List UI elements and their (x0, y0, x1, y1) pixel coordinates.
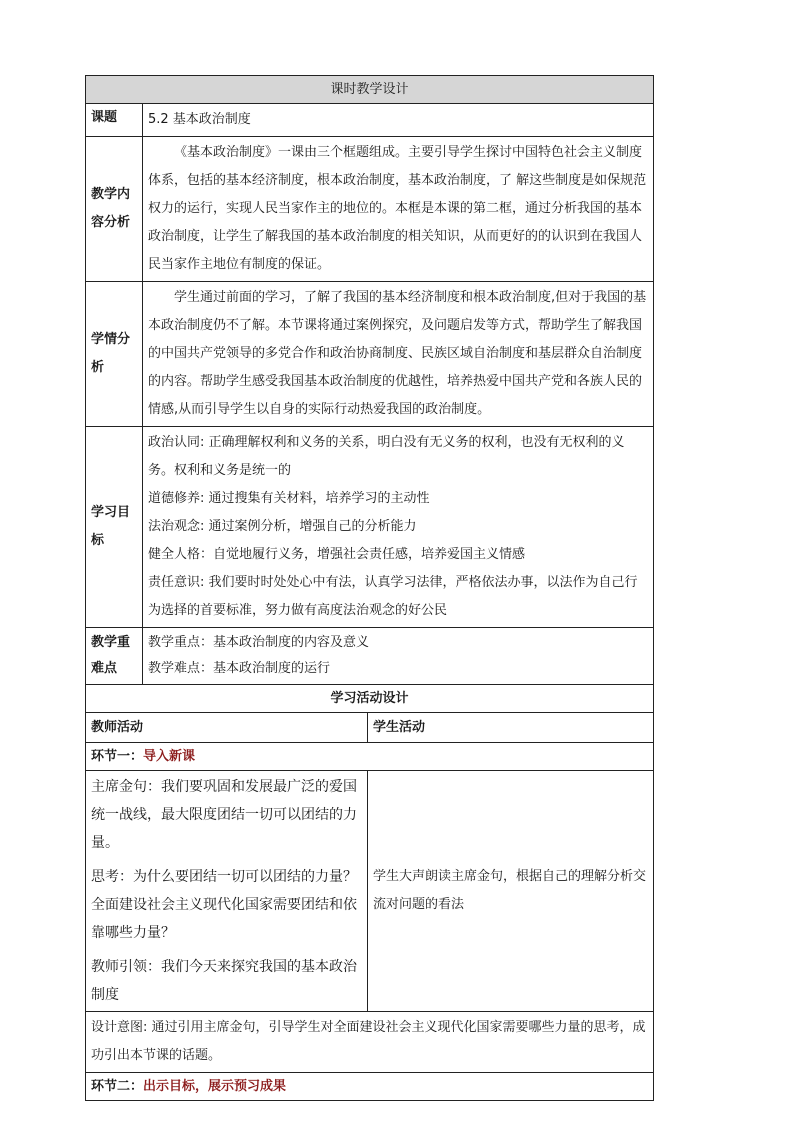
step1-row (86, 743, 654, 771)
activity-columns-row (86, 713, 654, 743)
step1-activity-row (86, 771, 654, 1012)
key-points-label-line1: 教学重 (91, 635, 131, 650)
objectives-label-cell (86, 427, 143, 628)
objectives-label-line2: 标 (91, 533, 105, 548)
topic-row (86, 104, 654, 137)
key-points-row (86, 628, 654, 685)
page-title: 课时教学设计 (86, 76, 654, 104)
topic-label-cell (86, 104, 143, 137)
objectives-label-line1: 学习目 (91, 505, 131, 520)
student-analysis-label-cell (86, 282, 143, 427)
objective-sound-personality: 健全人格：自觉地履行义务，增强社会责任感，培养爱国主义情感 (148, 547, 526, 562)
content-analysis-text: 《基本政治制度》一课由三个框题组成。主要引导学生探讨中国特色社会主义制度体系，包括的基本经济制度，根本政治制度，基本政治制度，了 解这些制度是如保规范权力的运行，实现人民当家作主的地位的。本框是本课的第二框，通过分析我国的基本政治制度，让学生了解我国的基本政治制度的相关知识，从而更好的的认识到在我国人民当家作主地位有制度的保证。 (143, 137, 654, 282)
design-intent-text: 设计意图: 通过引用主席金句，引导学生对全面建设社会主义现代化国家需要哪些力量的思考，成功引出本节课的话题。 (86, 1012, 654, 1073)
teacher-quote: 主席金句：我们要巩固和发展最广泛的爱国统一战线，最大限度团结一切可以团结的力量。 (91, 779, 357, 851)
objective-responsibility: 责任意识: 我们要时时处处心中有法，认真学习法律，严格依法办事，以法作为自己行为选择的首要标准，努力做有高度法治观念的好公民 (148, 575, 638, 618)
key-points-label-cell (86, 628, 143, 685)
content-analysis-label-line2: 容分析 (91, 215, 131, 230)
student-analysis-text: 学生通过前面的学习，了解了我国的基本经济制度和根本政治制度,但对于我国的基本政治制度仍不了解。本节课将通过案例探究，及问题启发等方式，帮助学生了解我国的中国共产党领导的多党合作和政治协商制度、民族区域自治制度和基层群众自治制度的内容。帮助学生感受我国基本政治制度的优越性，培养热爱中国共产党和各族人民的情感,从而引导学生以自身的实际行动热爱我国的政治制度。 (143, 282, 654, 427)
teacher-activity-header: 教师活动 (86, 713, 368, 743)
content-analysis-label-cell (86, 137, 143, 282)
activity-design-header: 学习活动设计 (86, 685, 654, 713)
student-analysis-row (86, 282, 654, 427)
step1-heading (86, 743, 654, 771)
teacher-activity-cell (86, 771, 368, 1012)
step2-heading (86, 1073, 654, 1101)
student-analysis-label-line2: 析 (91, 360, 105, 375)
student-activity-header: 学生活动 (368, 713, 654, 743)
teacher-question: 思考：为什么要团结一切可以团结的力量？全面建设社会主义现代化国家需要团结和依靠哪些力量？ (91, 869, 357, 941)
objective-political-identity: 政治认同: 正确理解权利和义务的关系，明白没有无义务的权利，也没有无权利的义务。权利和义务是统一的 (148, 435, 625, 478)
objective-rule-of-law: 法治观念: 通过案例分析，增强自己的分析能力 (148, 519, 417, 534)
step2-prefix: 环节二： (91, 1079, 144, 1094)
step1-name: 导入新课 (143, 749, 196, 764)
design-intent-row (86, 1012, 654, 1073)
objectives-list (143, 427, 654, 628)
lesson-plan-sheet (85, 75, 653, 1101)
step1-prefix: 环节一： (91, 749, 144, 764)
key-point-focus: 教学重点：基本政治制度的内容及意义 (148, 635, 370, 650)
topic-value: 5.2 基本政治制度 (143, 104, 654, 137)
key-points-label-line2: 难点 (91, 661, 118, 676)
content-analysis-row (86, 137, 654, 282)
key-point-difficulty: 教学难点：基本政治制度的运行 (148, 661, 331, 676)
activity-header-row (86, 685, 654, 713)
title-row (86, 76, 654, 104)
key-points-list (143, 628, 654, 685)
objective-moral-cultivation: 道德修养: 通过搜集有关材料，培养学习的主动性 (148, 491, 430, 506)
content-analysis-label-line1: 教学内 (91, 187, 131, 202)
lesson-plan-table (85, 75, 654, 1101)
step2-row (86, 1073, 654, 1101)
teacher-guidance: 教师引领：我们今天来探究我国的基本政治制度 (91, 959, 357, 1003)
topic-label: 课题 (91, 110, 118, 125)
objectives-row (86, 427, 654, 628)
student-analysis-label-line1: 学情分 (91, 332, 131, 347)
student-activity-text: 学生大声朗读主席金句，根据自己的理解分析交流对问题的看法 (368, 771, 654, 1012)
step2-name: 出示目标，展示预习成果 (143, 1079, 287, 1094)
